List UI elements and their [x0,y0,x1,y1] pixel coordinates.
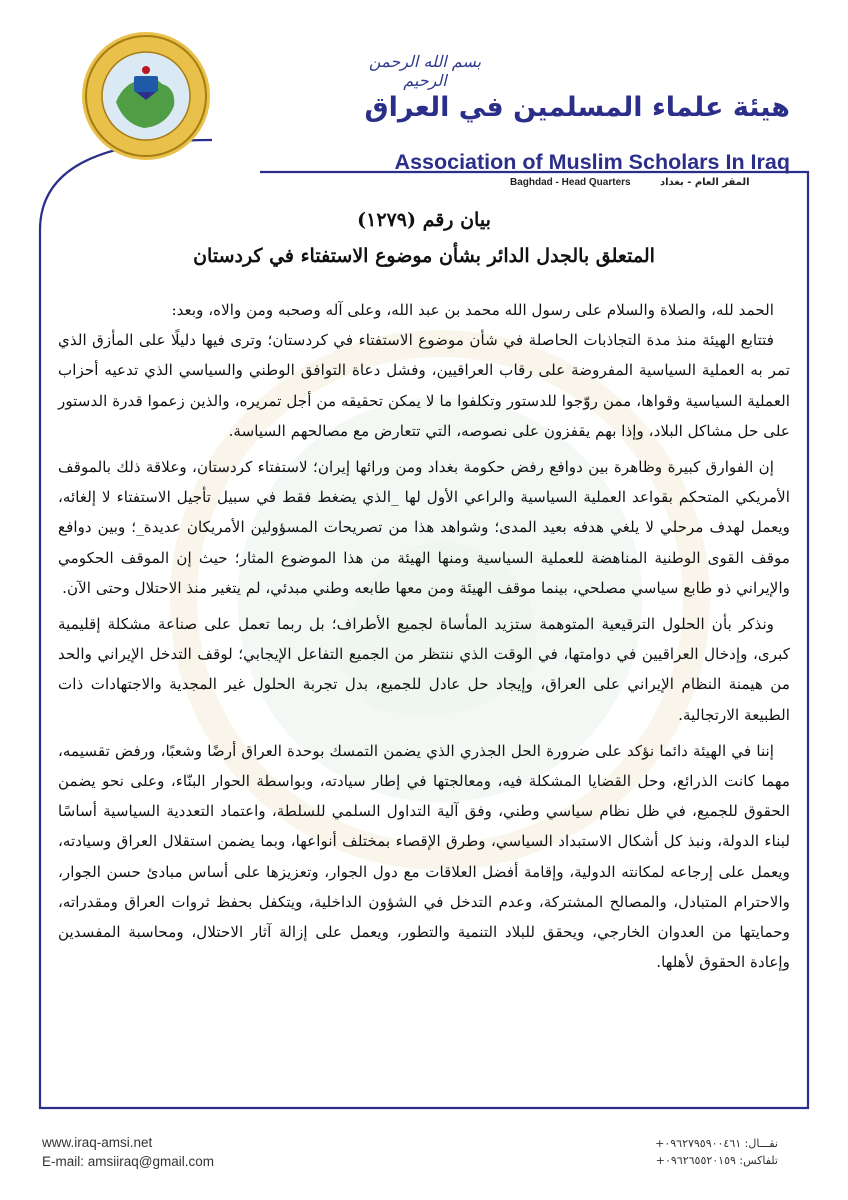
statement-number: بيان رقم (١٢٧٩) [357,209,491,231]
basmala-calligraphy: بسم الله الرحمن الرحيم [368,52,482,90]
organization-logo [80,30,212,162]
organization-name-arabic: هيئة علماء المسلمين في العراق [364,92,790,123]
statement-body [58,205,790,983]
paragraph: إننا في الهيئة دائما نؤكد على ضرورة الحل الجذري الذي يضمن التمسك بوحدة العراق أرضًا وشعبًا، ورفض تقسيمه، مهما كانت الذرائع، وحل القضايا المشكلة فيه، ومعالجتها في إطار سيادته، وبواسطة الحوار البنّاء، وعلى نحو يضمن الحقوق للجميع، في ظل نظام سياسي وطني، وفق آلية التداول السلمي للسلطة، واعتماد التعددية السياسية أساسًا لبناء الدولة، ونبذ كل أشكال الاستبداد السياسي، وطرق الإقصاء بمختلف أنواعها، وبما يضمن استقلال العراق وسيادته، ويعمل على إرجاعه لمكانته الدولية، وإقامة أفضل العلاقات مع دول الجوار، وتعزيزها على أساس مبادئ حسن الجوار، والاحترام المتبادل، والمصالح المشتركة، وعدم التدخل في الشؤون الداخلية، ويتكفل بحفظ ثروات العراق ومقدراته، وحمايتها من العدوان الخارجي، ويحقق للبلاد التنمية والتطور، ويعمل على إزالة آثار الاحتلال، ومحاسبة المفسدين وإعادة الحقوق لأهلها. [58,741,790,972]
paragraph: فتتابع الهيئة منذ مدة التجاذبات الحاصلة في شأن موضوع الاستفتاء في كردستان؛ وترى فيها دليلًا على المأزق الذي تمر به العملية السياسية المفروضة على رقاب العراقيين، وفشل دعاة التوافق الوطني والسياسي الذي تدعيه أحزاب العملية السياسية وقواها، ممن روّجوا للدستور وتكلفوا ما لا يمكن تحقيقه من أجل تمريره، والذين زعموا قدرة الدستور على حل مشاكل البلاد، وإذا بهم يقفزون على نصوصه، التي تتعارض مع مصالحهم السياسة. [58,331,790,440]
organization-name-english: Association of Muslim Scholars In Iraq [394,150,790,174]
paragraph: ونذكر بأن الحلول الترقيعية المتوهمة ستزيد المأساة لجميع الأطراف؛ بل ربما تعمل على صناعة مشكلة إقليمية كبرى، وإدخال العراقيين في دوامتها، في الوقت الذي ننتظر من الجميع التفاعل الإيجابي؛ لوقف التدخل الإيراني والحد من هيمنة النظام الإيراني على العراق، وإيجاد حل عادل للجميع، بدل تجربة الحلول غير المجدية والاجتهادات ذات الطبيعة الارتجالية. [58,615,790,724]
headquarters-english: Baghdad - Head Quarters [510,177,631,188]
website-link[interactable]: www.iraq-amsi.net [42,1135,153,1150]
paragraph-opening: الحمد لله، والصلاة والسلام على رسول الله محمد بن عبد الله، وعلى آله وصحبه ومن والاه، وبعد: [171,301,774,319]
paragraph: إن الفوارق كبيرة وظاهرة بين دوافع رفض حكومة بغداد ومن ورائها إيران؛ لاستفتاء كردستان، وعلاقة ذلك بالموقف الأمريكي المتحكم بقواعد العملية السياسية والراعي الأول لها _الذي يضغط فقط في سبيل تأجيل الاستفتاء لا إلغائه، ويعمل لهدف مرحلي لا يلغي هدفه بعيد المدى؛ وشواهد هذا من تصريحات المسؤولين الأمريكان عديدة_؛ وبين دوافع موقف القوى الوطنية المناهضة للعملية السياسية ومنها الهيئة من هذا الموضوع المثار؛ حيث إن الموقف الحكومي والإيراني ذو طابع سياسي مصلحي، بينما موقف الهيئة ومن معها طابعه وطني مبدئي، لم يتغير منذ الاحتلال وحتى الآن. [58,458,790,597]
headquarters-arabic: المقر العام - بغداد [660,177,750,188]
footer-contact-phone [655,1135,778,1169]
fax-number: تلفاكس: ٠٩٦٢٦٥٥٢٠١٥٩+ [655,1154,778,1167]
footer-contact-web [42,1133,214,1171]
email-link[interactable]: E-mail: amsiiraq@gmail.com [42,1154,214,1169]
statement-subject: المتعلق بالجدل الدائر بشأن موضوع الاستفتاء في كردستان [193,245,655,267]
mobile-number: نقـــال: ٠٩٦٢٧٩٥٩٠٠٤٦١+ [655,1137,778,1150]
letterhead [0,0,848,200]
